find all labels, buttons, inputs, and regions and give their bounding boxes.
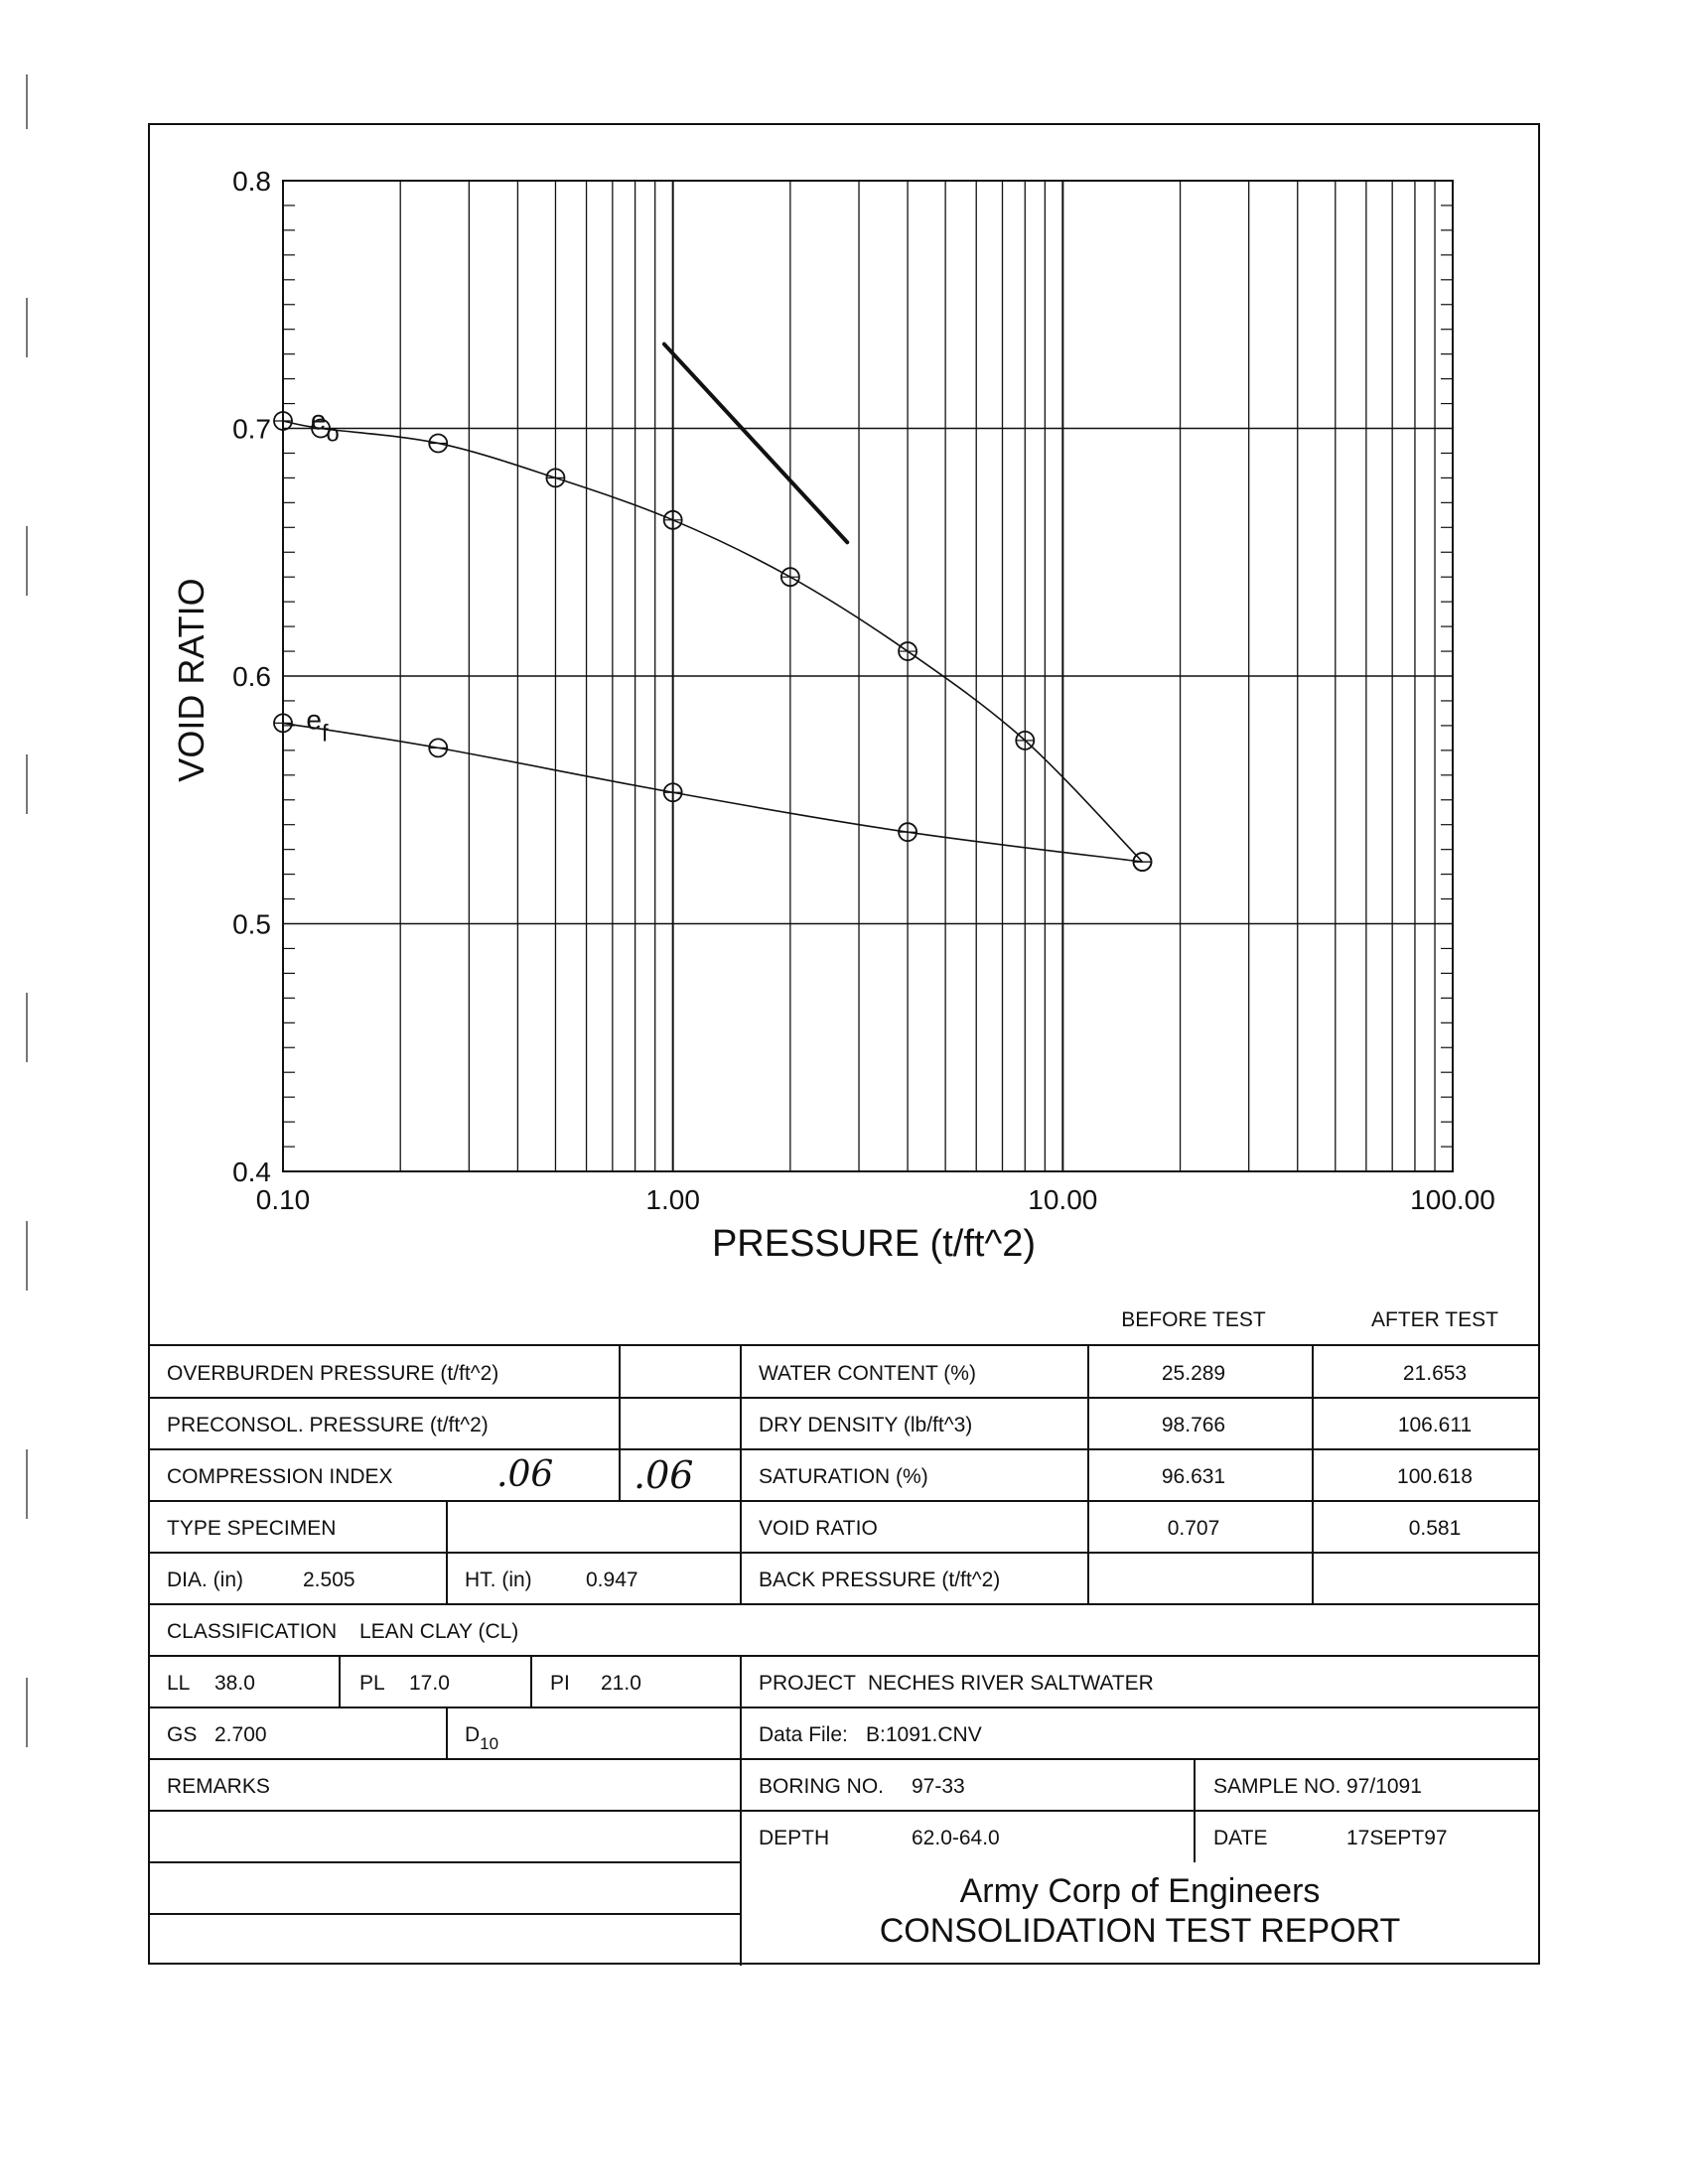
remarks-label: REMARKS	[167, 1775, 270, 1798]
x-tick-labels	[256, 1184, 1495, 1215]
pi-label: PI	[550, 1672, 570, 1695]
grid	[283, 181, 1453, 1171]
type-specimen-label: TYPE SPECIMEN	[167, 1517, 337, 1540]
d10-label: $D_{10}$	[465, 1723, 499, 1753]
saturation-after: 100.618	[1397, 1465, 1473, 1488]
classification-value: LEAN CLAY (CL)	[359, 1620, 519, 1643]
annotation-symbol: e	[310, 404, 327, 436]
y-axis-label: VOID RATIO	[171, 578, 212, 782]
ht-label: HT. (in)	[465, 1569, 532, 1591]
compression-handwritten-2: .06	[634, 1453, 694, 1497]
sample-label: SAMPLE NO.	[1213, 1775, 1341, 1798]
date-label: DATE	[1213, 1827, 1268, 1849]
overburden-label: OVERBURDEN PRESSURE (t/ft^2)	[167, 1362, 499, 1385]
date-value: 17SEPT97	[1346, 1827, 1448, 1849]
project-value: NECHES RIVER SALTWATER	[868, 1672, 1154, 1695]
dry-density-label: DRY DENSITY (lb/ft^3)	[759, 1414, 973, 1436]
x-tick-label: 1.00	[645, 1184, 700, 1215]
annotation-subscript: o	[326, 420, 340, 448]
y-tick-label: 0.7	[232, 413, 271, 445]
table-lines	[149, 1345, 1539, 1966]
gs-label: GS	[167, 1723, 198, 1746]
gs-value: 2.700	[214, 1723, 267, 1746]
water-content-before: 25.289	[1161, 1362, 1226, 1385]
x-axis-label: PRESSURE (t/ft^2)	[711, 1223, 1037, 1265]
data-series	[274, 344, 1151, 871]
pl-value: 17.0	[409, 1672, 450, 1695]
dia-value: 2.505	[303, 1569, 355, 1591]
y-tick-label: 0.5	[232, 908, 271, 940]
water-content-label: WATER CONTENT (%)	[759, 1362, 976, 1385]
depth-label: DEPTH	[759, 1827, 830, 1849]
annotation-symbol: e	[306, 704, 322, 736]
d10-subscript: 10	[480, 1734, 499, 1753]
series-curve	[283, 723, 1142, 862]
ht-value: 0.947	[586, 1569, 638, 1591]
boring-value: 97-33	[912, 1775, 965, 1798]
classification-label: CLASSIFICATION	[167, 1620, 338, 1643]
saturation-before: 96.631	[1161, 1465, 1226, 1488]
pl-label: PL	[359, 1672, 385, 1695]
ll-label: LL	[167, 1672, 191, 1695]
hand-drawn-line	[664, 344, 847, 543]
after-test-header: AFTER TEST	[1371, 1308, 1498, 1331]
dia-label: DIA. (in)	[167, 1569, 244, 1591]
void-ratio-before: 0.707	[1167, 1517, 1220, 1540]
y-tick-label: 0.6	[232, 661, 271, 692]
data-file-value: B:1091.CNV	[866, 1723, 982, 1746]
data-file-label: Data File:	[759, 1723, 848, 1746]
annotation-label	[306, 704, 329, 747]
sample-value: 97/1091	[1346, 1775, 1422, 1798]
y-tick-label: 0.4	[232, 1157, 271, 1187]
ll-value: 38.0	[214, 1672, 255, 1695]
x-tick-label: 100.00	[1410, 1184, 1495, 1215]
saturation-label: SATURATION (%)	[759, 1465, 928, 1488]
series-curve	[283, 421, 1142, 862]
before-test-header: BEFORE TEST	[1121, 1308, 1266, 1331]
boring-label: BORING NO.	[759, 1775, 885, 1798]
compression-handwritten-1: .06	[496, 1454, 554, 1495]
dry-density-after: 106.611	[1397, 1414, 1473, 1436]
x-tick-label: 10.00	[1028, 1184, 1098, 1215]
void-ratio-label: VOID RATIO	[759, 1517, 878, 1540]
annotation-subscript: f	[321, 720, 329, 748]
compression-label: COMPRESSION INDEX	[167, 1465, 393, 1488]
y-tick-labels	[232, 166, 271, 1187]
x-tick-label: 0.10	[255, 1184, 311, 1215]
depth-value: 62.0-64.0	[912, 1827, 1000, 1849]
preconsol-label: PRECONSOL. PRESSURE (t/ft^2)	[167, 1414, 489, 1436]
y-tick-label: 0.8	[232, 166, 271, 197]
report-table	[149, 1291, 1539, 1966]
dry-density-before: 98.766	[1161, 1414, 1226, 1436]
report-title: CONSOLIDATION TEST REPORT	[879, 1912, 1401, 1950]
annotation-label	[311, 405, 340, 448]
project-label: PROJECT	[759, 1672, 857, 1695]
organization-title: Army Corp of Engineers	[959, 1872, 1321, 1910]
water-content-after: 21.653	[1402, 1362, 1468, 1385]
void-ratio-after: 0.581	[1408, 1517, 1462, 1540]
back-pressure-label: BACK PRESSURE (t/ft^2)	[759, 1569, 1001, 1591]
pi-value: 21.0	[601, 1672, 641, 1695]
annotations	[306, 405, 339, 748]
